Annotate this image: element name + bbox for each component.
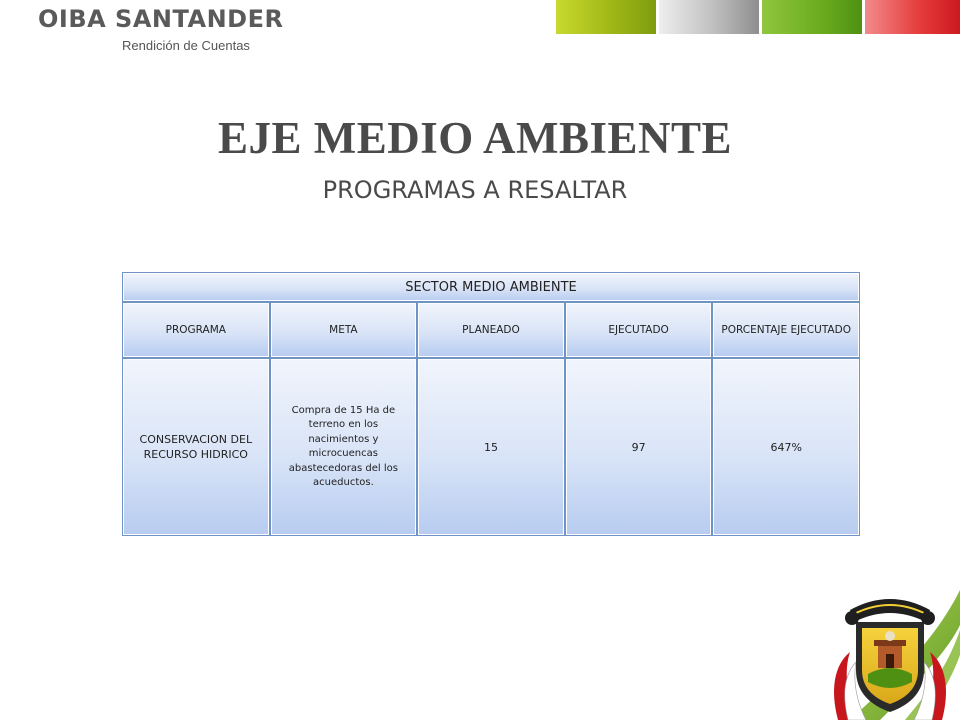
cell-ejecutado: 97 — [565, 358, 713, 536]
cell-porcentaje: 647% — [712, 358, 860, 536]
accent-block-red — [865, 0, 960, 34]
column-header-ejecutado: EJECUTADO — [565, 302, 713, 358]
cell-meta: Compra de 15 Ha de terreno en los nacimientos y microcuencas abastecedoras del los acueductos. — [270, 358, 418, 536]
sector-table — [122, 272, 860, 536]
column-header-planeado: PLANEADO — [417, 302, 565, 358]
table-header-row — [122, 302, 860, 358]
column-header-programa: PROGRAMA — [122, 302, 270, 358]
coat-of-arms-icon — [820, 570, 960, 720]
table-row — [122, 358, 860, 536]
brand-name: OIBA SANTANDER — [38, 5, 284, 33]
cell-planeado: 15 — [417, 358, 565, 536]
column-header-porcentaje: PORCENTAJE EJECUTADO — [712, 302, 860, 358]
cell-programa: CONSERVACION DEL RECURSO HIDRICO — [122, 358, 270, 536]
table-sector-row — [122, 272, 860, 302]
accent-block-green — [556, 0, 656, 34]
accent-color-bar — [556, 0, 960, 34]
accent-block-light-green — [762, 0, 862, 34]
column-header-meta: META — [270, 302, 418, 358]
slide-title: EJE MEDIO AMBIENTE — [217, 113, 733, 163]
brand-logo — [38, 4, 284, 53]
slide-subtitle: PROGRAMAS A RESALTAR — [322, 176, 628, 204]
sector-header: SECTOR MEDIO AMBIENTE — [122, 272, 860, 302]
brand-subtitle: Rendición de Cuentas — [122, 38, 250, 53]
accent-block-gray — [659, 0, 759, 34]
